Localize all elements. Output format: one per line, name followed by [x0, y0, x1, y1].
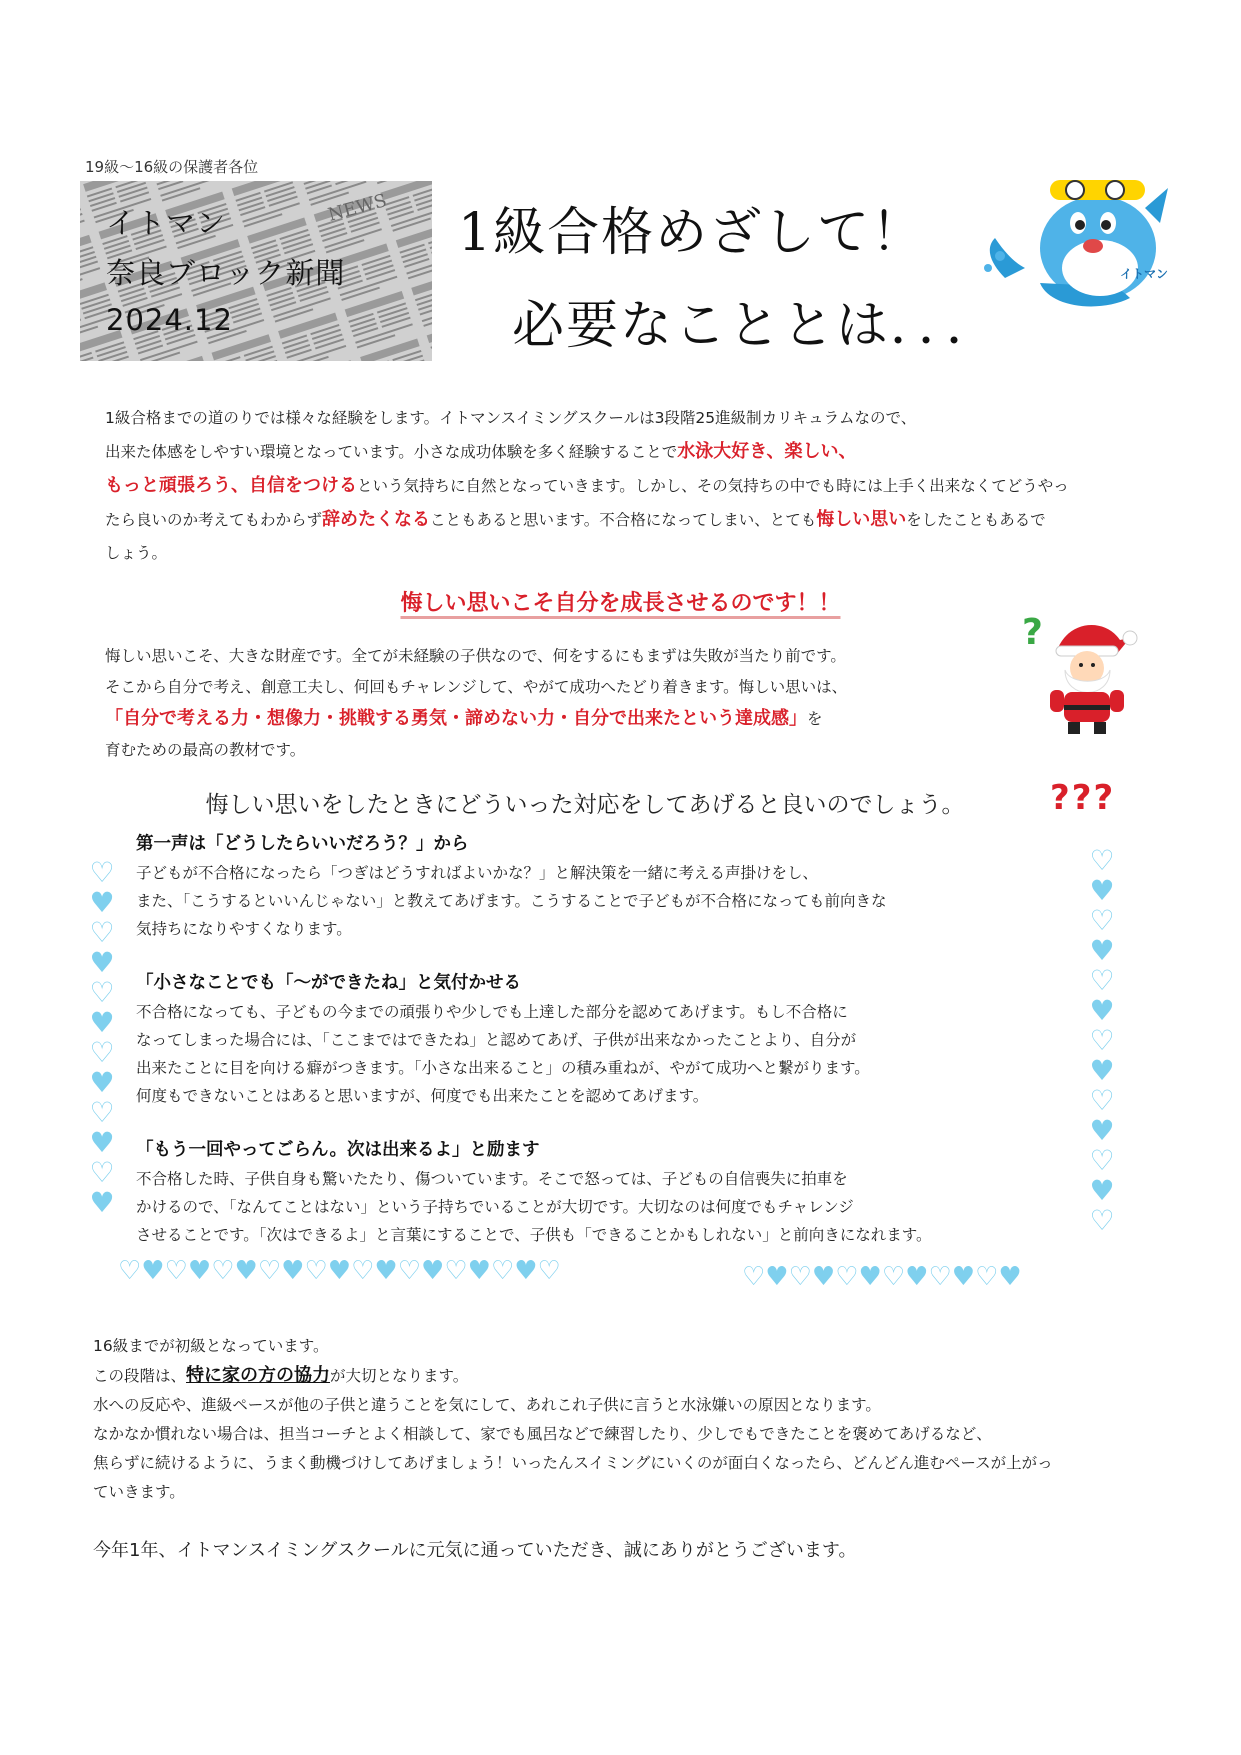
intro-line5: しょう。	[105, 544, 168, 562]
emphasis-red-list: 「自分で考える力・想像力・挑戦する勇気・諦めない力・自分で出来たという達成感」	[105, 708, 807, 729]
question-marks-icon: ???	[1050, 778, 1116, 818]
highlight-quit: 辞めたくなる	[322, 509, 431, 530]
section3-body	[136, 1165, 1036, 1249]
masthead-line2: 奈良ブロック新聞	[106, 256, 346, 290]
intro-line4-c: をしたこともあるで	[906, 511, 1046, 529]
section-small-wins	[136, 969, 1036, 1110]
dolphin-mascot-icon	[980, 168, 1170, 313]
heart-border-bottom-right: ♡♥♡♥♡♥♡♥♡♥♡♥	[742, 1262, 1022, 1292]
intro-line2	[105, 435, 1175, 469]
masthead-bg-word: NEWS	[325, 190, 389, 226]
beginner-line3: 水への反応や、進級ペースが他の子供と違うことを気にして、あれこれ子供に言うと水泳嫌いの原因となります。	[93, 1396, 881, 1414]
beginner-line1: 16級までが初級となっています。	[93, 1337, 329, 1355]
intro-line2-text: 出来た体感をしやすい環境となっています。小さな成功体験を多く経験することで	[105, 443, 678, 461]
section3-line3: させることです。「次はできるよ」と言葉にすることで、子供も「できることかもしれない」と前向きになれます。	[136, 1226, 932, 1244]
intro-line3	[105, 469, 1175, 503]
section1-line3: 気持ちになりやすくなります。	[136, 920, 352, 938]
beginner-line5: 焦らずに続けるように、うまく動機づけしてあげましょう！いったんスイミングにいくのが面白くなったら、どんどん進むペースが上がっ	[93, 1454, 1053, 1472]
santa-question-mark: ?	[1022, 612, 1043, 653]
emphasis-red-tail: を	[807, 710, 823, 728]
beginner-line2-a: この段階は、	[93, 1367, 187, 1385]
section3-line2: かけるので、「なんてことはない」という子持ちでいることが大切です。大切なのは何度でもチャレンジ	[136, 1198, 854, 1216]
santa-illustration-icon	[1020, 610, 1140, 735]
highlight-swimming-love: 水泳大好き	[677, 441, 767, 462]
emphasis-line4: 育むための最高の教材です。	[105, 741, 306, 759]
section2-body	[136, 998, 1036, 1110]
beginner-line4: なかなか慣れない場合は、担当コーチとよく相談して、家でも風呂などで練習したり、少しでもできたことを褒めてあげるなど、	[93, 1425, 992, 1443]
section1-line2: また、「こうするといいんじゃない」と教えてあげます。こうすることで子どもが不合格になっても前向きな	[136, 892, 887, 910]
section1-body	[136, 859, 1036, 943]
section3-heading: 「もう一回やってごらん。次は出来るよ」と励ます	[136, 1140, 540, 1160]
section1-heading: 第一声は「どうしたらいいだろう？」から	[136, 834, 469, 854]
highlight-confidence: 自信をつける	[249, 475, 357, 496]
emphasis-line1: 悔しい思いこそ、大きな財産です。全てが未経験の子供なので、何をするにもまずは失敗が当たり前です。	[105, 647, 846, 665]
question-heading: 悔しい思いをしたときにどういった対応をしてあげると良いのでしょう。	[205, 792, 965, 818]
intro-line1: 1級合格までの道のりでは様々な経験をします。イトマンスイミングスクールは3段階25進級制カリキュラムなので、	[105, 409, 917, 427]
intro-line4	[105, 503, 1175, 537]
beginner-section	[93, 1332, 1173, 1507]
section-encourage	[136, 1136, 1036, 1249]
intro-line4-a: たら良いのか考えてもわからず	[105, 511, 323, 529]
section1-line1: 子どもが不合格になったら「つぎはどうすればよいかな？」と解決策を一緒に考える声掛けをし、	[136, 864, 819, 882]
closing-message: 今年1年、イトマンスイミングスクールに元気に通っていただき、誠にありがとうございます。	[93, 1540, 857, 1561]
mascot-label: イトマン	[1120, 267, 1169, 281]
heart-border-bottom-left: ♡♥♡♥♡♥♡♥♡♥♡♥♡♥♡♥♡♥♡	[118, 1256, 561, 1286]
section3-line1: 不合格した時、子供自身も驚いたたり、傷ついています。そこで怒っては、子どもの自信喪失に拍車を	[136, 1170, 848, 1188]
masthead-line1: イトマン	[106, 206, 227, 240]
family-cooperation-emphasis: 特に家の方の協力	[186, 1365, 331, 1386]
section2-line4: 何度もできないことはあると思いますが、何度でも出来たことを認めてあげます。	[136, 1087, 709, 1105]
highlight-fun: 楽しい	[784, 441, 839, 462]
beginner-line2-c: が大切となります。	[330, 1367, 469, 1385]
page-title-line2: 必要なこととは．．．	[512, 296, 1001, 356]
intro-sep2: 、	[838, 441, 857, 462]
section2-heading: 「小さなことでも「～ができたね」と気付かせる	[136, 973, 521, 993]
intro-paragraph	[105, 402, 1175, 570]
section2-line1: 不合格になっても、子どもの今までの頑張りや少しでも上達した部分を認めてあげます。もし不合格に	[136, 1003, 848, 1021]
heart-border-right: ♡♥♡♥♡♥♡♥♡♥♡♥♡	[1089, 844, 1115, 1237]
newspaper-masthead	[80, 181, 432, 361]
emphasis-body	[105, 641, 1005, 766]
highlight-frustration: 悔しい思い	[816, 509, 907, 530]
intro-line3-text: という気持ちに自然となっていきます。しかし、その気持ちの中でも時には上手く出来なくてどうやっ	[357, 477, 1069, 495]
section2-line2: なってしまった場合には、「ここまではできたね」と認めてあげ、子供が出来なかったことより、自分が	[136, 1031, 857, 1049]
beginner-line2	[93, 1361, 1173, 1391]
heart-border-left: ♡♥♡♥♡♥♡♥♡♥♡♥	[89, 856, 115, 1219]
intro-sep3: 、	[231, 475, 249, 496]
emphasis-heading-text: 悔しい思いこそ自分を成長させるのです！！	[400, 591, 841, 616]
section2-line3: 出来たことに目を向ける癖がつきます。「小さな出来ること」の積み重ねが、やがて成功へと繋がります。	[136, 1059, 870, 1077]
page-title-line1: 1級合格めざして！	[458, 203, 926, 263]
intro-line4-b: こともあると思います。不合格になってしまい、とても	[430, 511, 817, 529]
section-first-words	[136, 830, 1036, 943]
addressee-line: 19級～16級の保護者各位	[85, 158, 259, 176]
intro-sep1: 、	[766, 441, 785, 462]
masthead-date: 2024.12	[106, 303, 233, 337]
beginner-line6: ていきます。	[93, 1483, 185, 1501]
emphasis-line3	[105, 703, 1005, 735]
highlight-try-harder: もっと頑張ろう	[105, 475, 231, 496]
emphasis-line2: そこから自分で考え、創意工夫し、何回もチャレンジして、やがて成功へたどり着きます。悔しい思いは、	[105, 678, 848, 696]
